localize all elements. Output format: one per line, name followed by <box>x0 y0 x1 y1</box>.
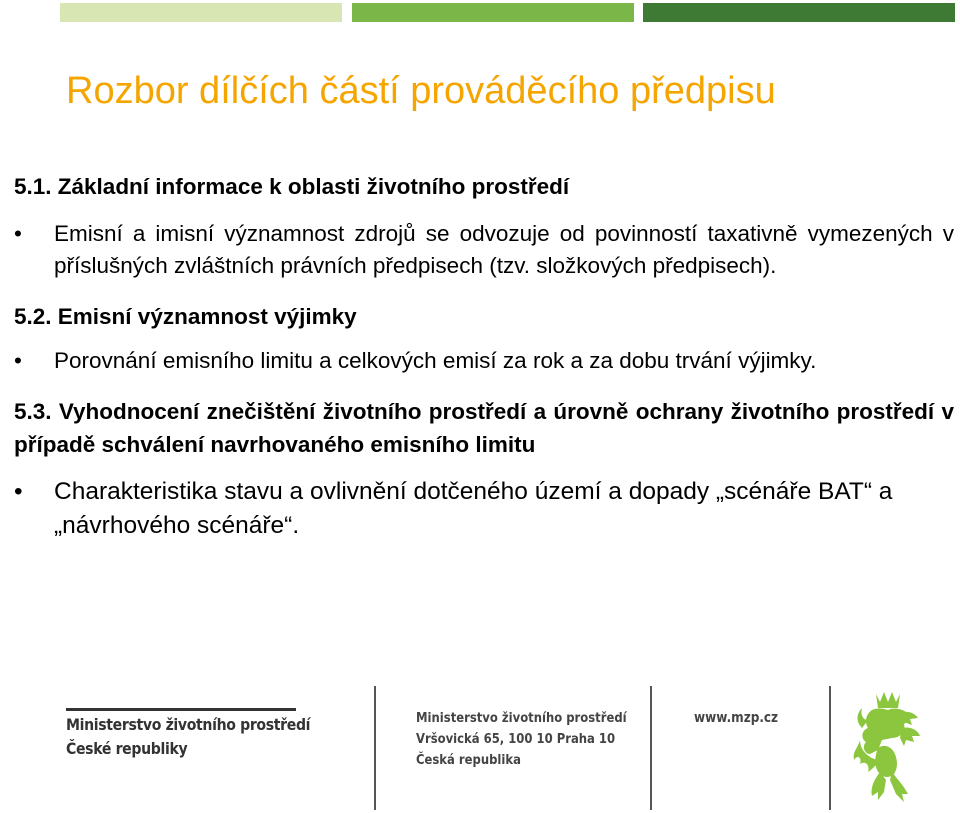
footer-divider <box>650 686 652 810</box>
top-bar-dark <box>643 3 955 22</box>
website-link[interactable]: www.mzp.cz <box>694 710 779 726</box>
logo-rule <box>66 708 296 711</box>
section-2-heading: 5.2. Emisní významnost výjimky <box>14 304 357 329</box>
ministry-logo-line-1: Ministerstvo životního prostředí <box>66 715 311 734</box>
section-2-bullet <box>14 345 954 377</box>
czech-lion-icon <box>848 688 928 806</box>
slide-content <box>14 170 954 543</box>
ministry-logo-line-2: České republiky <box>66 739 188 758</box>
footer-address <box>416 708 627 771</box>
address-line-2: Vršovická 65, 100 10 Praha 10 <box>416 731 616 747</box>
section-1-heading: 5.1. Základní informace k oblasti životního prostředí <box>14 174 570 199</box>
bullet-dot: • <box>14 348 22 373</box>
footer-divider <box>829 686 831 810</box>
top-bar-light <box>60 3 342 22</box>
bullet-dot: • <box>14 478 23 505</box>
section-3-bullet <box>14 475 954 543</box>
footer-divider <box>374 686 376 810</box>
slide-title: Rozbor dílčích částí prováděcího předpisu <box>66 70 776 112</box>
section-3-heading: 5.3. Vyhodnocení znečištění životního prostředí a úrovně ochrany životního prostředí v případě schválení navrhovaného emisního limitu <box>14 399 954 457</box>
address-line-1: Ministerstvo životního prostředí <box>416 710 627 726</box>
address-line-3: Česká republika <box>416 752 521 768</box>
section-3-bullet-text: Charakteristika stavu a ovlivnění dotčeného území a dopady „scénáře BAT“ a „návrhového scénáře“. <box>54 478 893 539</box>
section-1-bullet <box>14 218 954 282</box>
section-2-bullet-text: Porovnání emisního limitu a celkových emisí za rok a za dobu trvání výjimky. <box>54 348 817 373</box>
bullet-dot: • <box>14 221 22 246</box>
section-1-bullet-text: Emisní a imisní významnost zdrojů se odvozuje od povinností taxativně vymezených v příslušných zvláštních právních předpisech (tzv. složkových předpisech). <box>54 221 954 278</box>
footer <box>0 680 960 813</box>
top-bar-mid <box>352 3 634 22</box>
